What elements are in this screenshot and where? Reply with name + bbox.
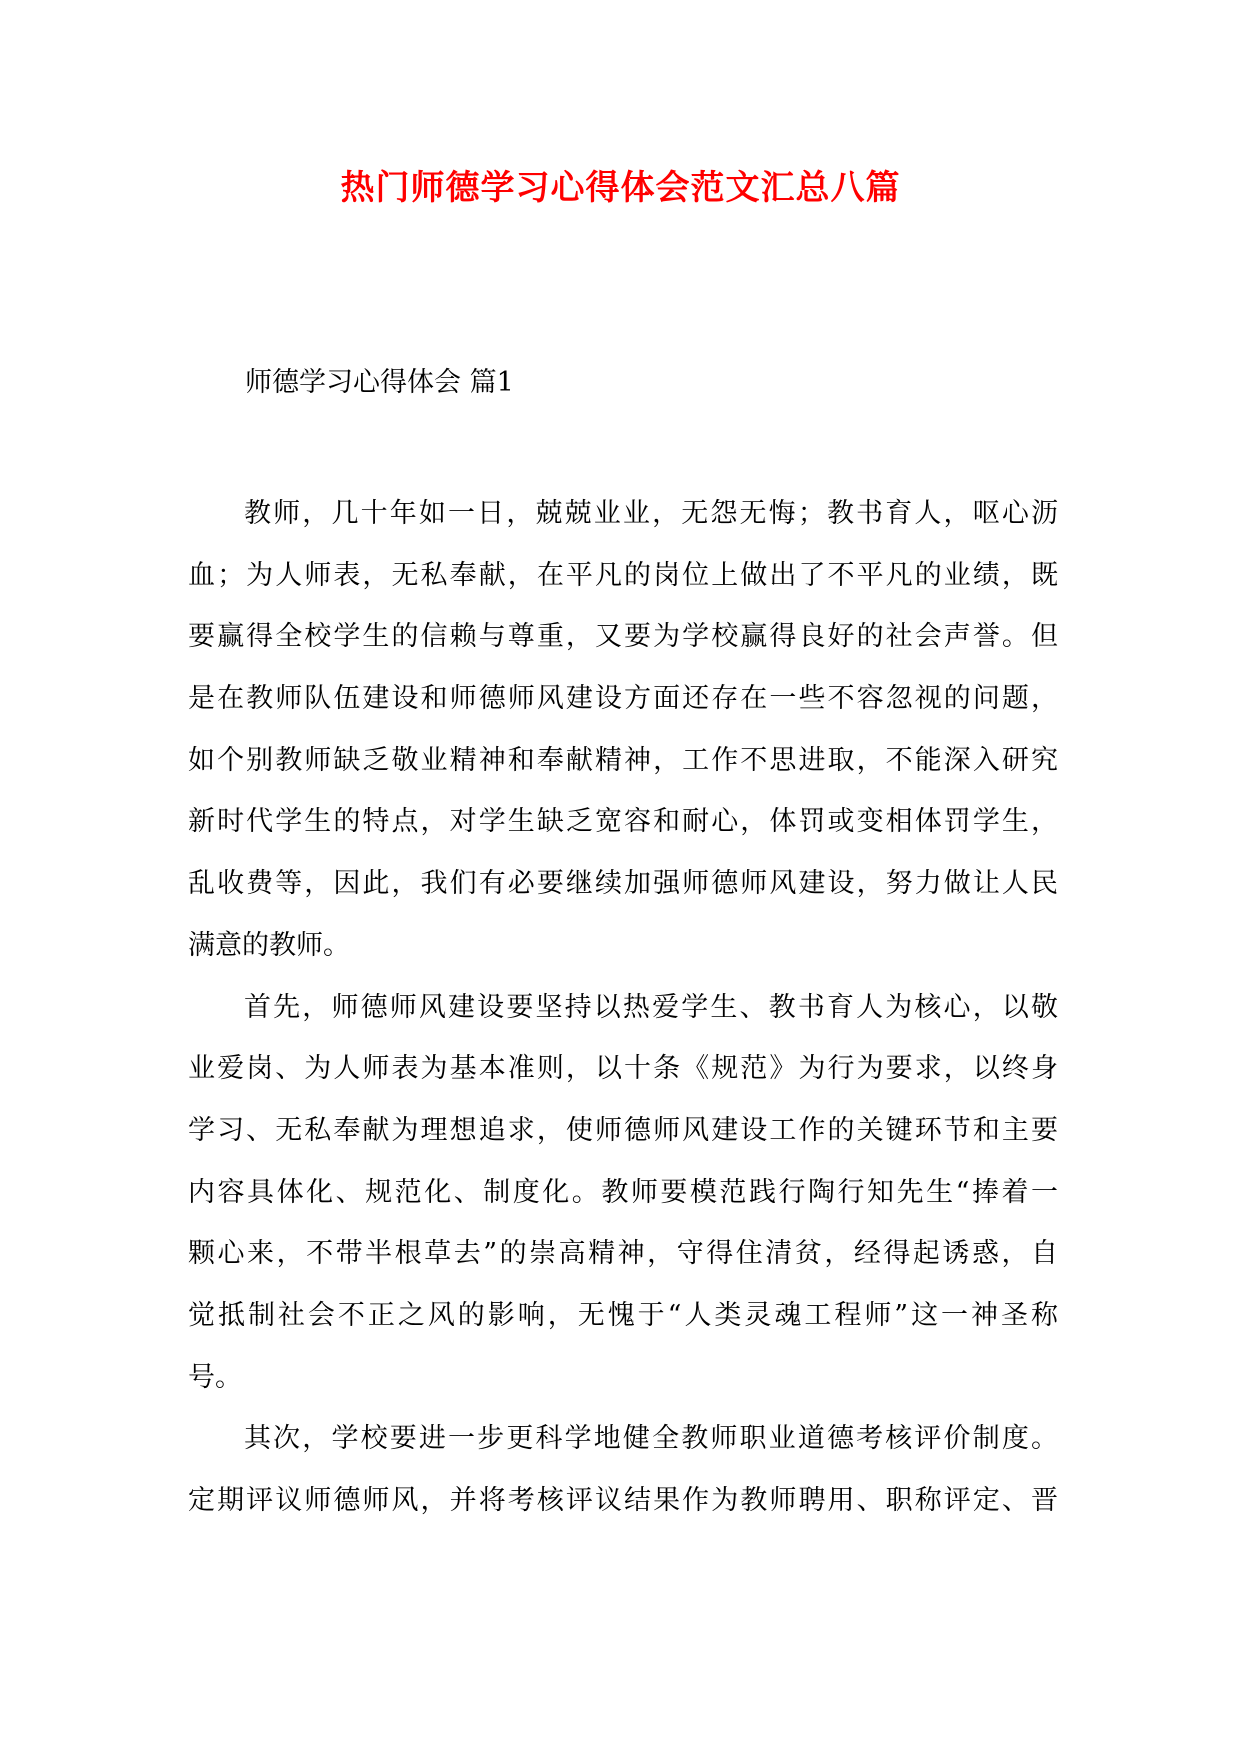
paragraph-line: 首先，师德师风建设要坚持以热爱学生、教书育人为核心，以敬 (244, 991, 1058, 1023)
paragraph-1 (188, 483, 1058, 977)
paragraph-line: 乱收费等，因此，我们有必要继续加强师德师风建设，努力做让人民 (188, 868, 1058, 900)
paragraph-line: 号。 (188, 1361, 242, 1393)
document-body (188, 483, 1058, 1532)
paragraph-line: 其次，学校要进一步更科学地健全教师职业道德考核评价制度。 (244, 1423, 1058, 1455)
paragraph-line: 是在教师队伍建设和师德师风建设方面还存在一些不容忽视的问题， (188, 683, 1058, 715)
paragraph-line: 要赢得全校学生的信赖与尊重，又要为学校赢得良好的社会声誉。但 (188, 621, 1058, 653)
paragraph-line: 内容具体化、规范化、制度化。教师要模范践行陶行知先生“捧着一 (188, 1176, 1058, 1208)
paragraph-line: 学习、无私奉献为理想追求，使师德师风建设工作的关键环节和主要 (188, 1114, 1058, 1146)
paragraph-line: 定期评议师德师风，并将考核评议结果作为教师聘用、职称评定、晋 (188, 1485, 1058, 1516)
paragraph-2 (188, 977, 1058, 1409)
section-heading: 师德学习心得体会 篇1 (245, 367, 514, 398)
paragraph-line: 满意的教师。 (188, 929, 350, 961)
paragraph-line: 新时代学生的特点，对学生缺乏宽容和耐心，体罚或变相体罚学生， (188, 806, 1058, 838)
paragraph-line: 觉抵制社会不正之风的影响，无愧于“人类灵魂工程师”这一神圣称 (188, 1299, 1058, 1331)
document-title: 热门师德学习心得体会范文汇总八篇 (340, 168, 901, 208)
paragraph-line: 教师，几十年如一日，兢兢业业，无怨无悔；教书育人，呕心沥 (244, 498, 1058, 529)
paragraph-3 (188, 1408, 1058, 1531)
paragraph-line: 血；为人师表，无私奉献，在平凡的岗位上做出了不平凡的业绩，既 (188, 559, 1058, 591)
paragraph-line: 如个别教师缺乏敬业精神和奉献精神，工作不思进取，不能深入研究 (188, 744, 1058, 776)
paragraph-line: 业爱岗、为人师表为基本准则，以十条《规范》为行为要求，以终身 (188, 1053, 1058, 1085)
paragraph-line: 颗心来，不带半根草去”的崇高精神，守得住清贫，经得起诱惑，自 (188, 1238, 1058, 1270)
